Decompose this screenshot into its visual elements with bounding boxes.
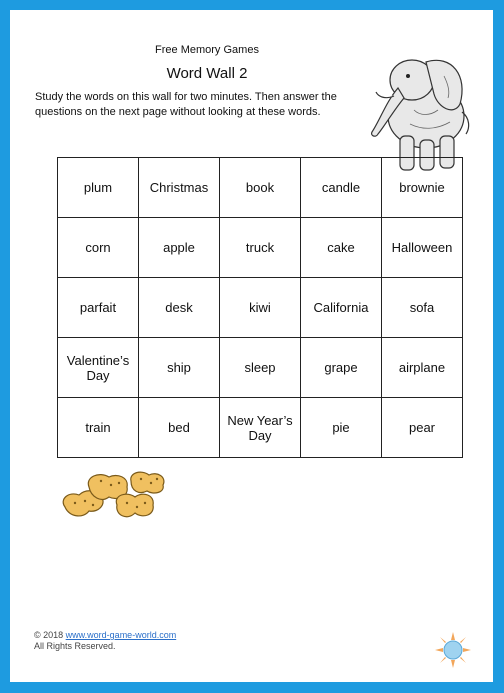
- grid-row: [58, 218, 463, 278]
- word-cell: pie: [301, 398, 382, 458]
- footer: [34, 630, 176, 652]
- word-cell: airplane: [382, 338, 463, 398]
- word-cell: parfait: [58, 278, 139, 338]
- word-cell: New Year’s Day: [220, 398, 301, 458]
- grid-row: [58, 278, 463, 338]
- word-cell: California: [301, 278, 382, 338]
- word-cell: train: [58, 398, 139, 458]
- word-cell: cake: [301, 218, 382, 278]
- instructions-text: Study the words on this wall for two minutes. Then answer the questions on the next page without looking at these words.: [35, 91, 337, 118]
- word-cell: Halloween: [382, 218, 463, 278]
- word-cell: pear: [382, 398, 463, 458]
- sun-logo-icon: [435, 632, 471, 668]
- word-cell: candle: [301, 158, 382, 218]
- website-link[interactable]: www.word-game-world.com: [65, 630, 177, 640]
- word-cell: grape: [301, 338, 382, 398]
- word-cell: sleep: [220, 338, 301, 398]
- word-cell: corn: [58, 218, 139, 278]
- word-cell: book: [220, 158, 301, 218]
- copyright-text: © 2018: [34, 630, 64, 640]
- peanuts-illustration: [55, 465, 175, 530]
- site-name: Free Memory Games: [155, 44, 259, 56]
- word-wall-grid: [57, 157, 463, 458]
- word-cell: ship: [139, 338, 220, 398]
- word-cell: Valentine’s Day: [58, 338, 139, 398]
- word-cell: Christmas: [139, 158, 220, 218]
- word-cell: truck: [220, 218, 301, 278]
- word-cell: kiwi: [220, 278, 301, 338]
- word-cell: bed: [139, 398, 220, 458]
- word-cell: plum: [58, 158, 139, 218]
- word-cell: apple: [139, 218, 220, 278]
- grid-row: [58, 338, 463, 398]
- rights-text: All Rights Reserved.: [34, 641, 116, 651]
- word-cell: desk: [139, 278, 220, 338]
- word-cell: sofa: [382, 278, 463, 338]
- grid-row: [58, 158, 463, 218]
- page-title: Word Wall 2: [166, 65, 248, 82]
- worksheet-page: [10, 10, 493, 682]
- grid-row: [58, 398, 463, 458]
- word-cell: brownie: [382, 158, 463, 218]
